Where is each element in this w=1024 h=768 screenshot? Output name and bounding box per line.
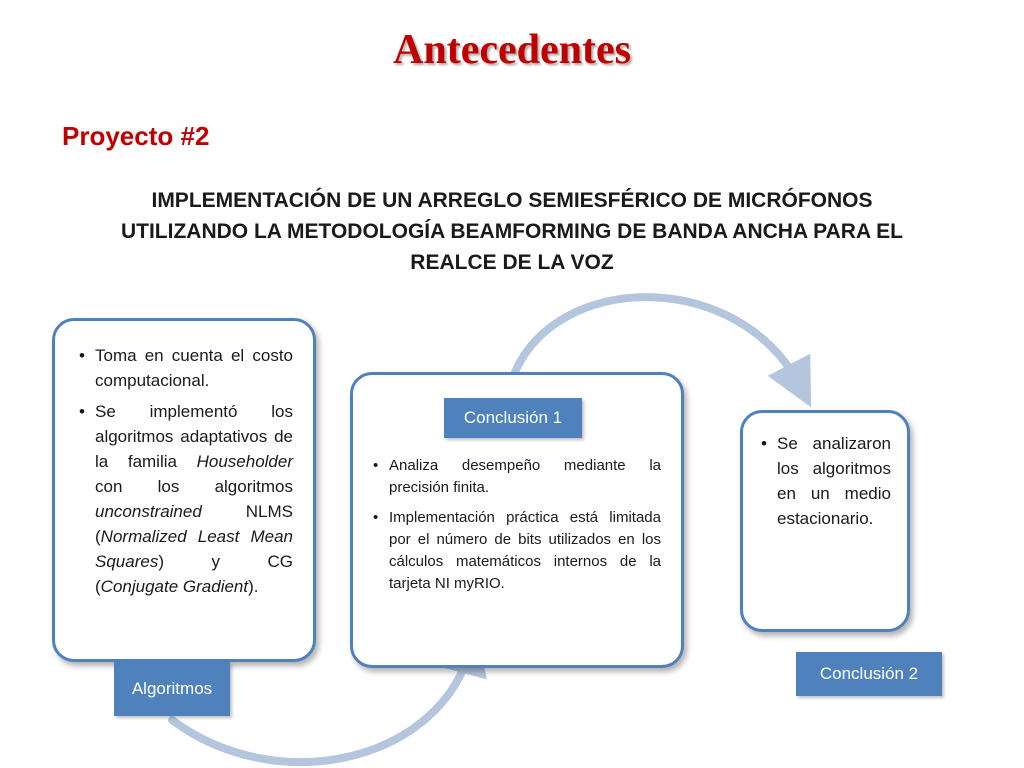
heading-line-1: IMPLEMENTACIÓN DE UN ARREGLO SEMIESFÉRICO DE MICRÓFONOS [151,189,873,212]
algoritmos-list [77,343,293,599]
list-item: • Se analizaron los algoritmos en un medio estacionario. [759,431,891,531]
list-item: • Implementación práctica está limitada por el número de bits utilizados en los cálculos matemáticos internos de la tarjeta NI myRIO. [371,507,661,595]
project-subtitle: Proyecto #2 [62,121,210,151]
algoritmos-label: Algoritmos [114,662,230,716]
heading-line-2: UTILIZANDO LA METODOLOGÍA BEAMFORMING DE BANDA ANCHA PARA EL [120,220,903,243]
conclusion-2-card [740,410,910,632]
heading-line-3: REALCE DE LA VOZ [410,251,614,274]
conclusion-1-list [371,455,661,595]
slide-title: Antecedentes [393,27,631,73]
conclusion-2-list [759,431,891,531]
algoritmos-card [52,318,316,662]
conclusion-1-label: Conclusión 1 [444,398,582,438]
list-item: • Analiza desempeño mediante la precisión finita. [371,455,661,499]
conclusion-2-label: Conclusión 2 [796,652,942,696]
list-item: • Toma en cuenta el costo computacional. [77,343,293,393]
list-item: • Se implementó los algoritmos adaptativos de la familia Householder con los algoritmos unconstrained NLMS (Normalized Least Mean Squares) y CG (Conjugate Gradient). [77,399,293,599]
